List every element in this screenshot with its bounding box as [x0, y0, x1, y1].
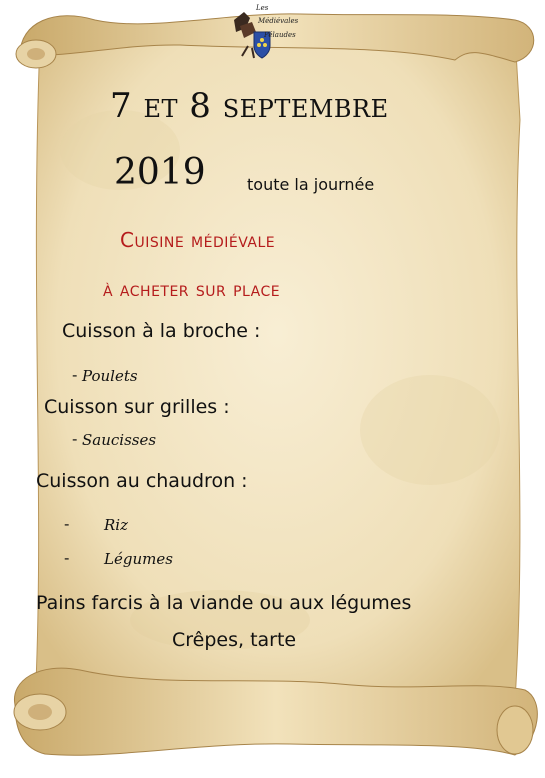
logo-line1: Les — [256, 4, 269, 12]
event-time: toute la journée — [247, 175, 375, 194]
item-saucisses: Saucisses — [82, 431, 157, 449]
item-riz: Riz — [104, 516, 128, 534]
bullet-dash: - — [72, 366, 78, 384]
item-poulets: Poulets — [82, 367, 138, 385]
footer-crepes: Crêpes, tarte — [172, 629, 297, 651]
bullet-dash: - — [64, 549, 70, 567]
bullet-dash: - — [64, 515, 70, 533]
title-buy-on-site: à acheter sur place — [103, 277, 281, 301]
event-year: 2019 — [114, 152, 206, 193]
item-legumes: Légumes — [104, 550, 173, 568]
bullet-dash: - — [72, 430, 78, 448]
logo-line2: Médiévales — [258, 17, 299, 25]
title-cuisine: Cuisine médiévale — [120, 228, 276, 252]
section-cauldron-heading: Cuisson au chaudron : — [36, 470, 248, 492]
section-grill-heading: Cuisson sur grilles : — [44, 396, 230, 418]
footer-stuffed-breads: Pains farcis à la viande ou aux légumes — [36, 592, 412, 614]
logo-line3: Pélaudes — [264, 31, 296, 39]
event-dates: 7 et 8 septembre — [110, 86, 389, 126]
section-spit-heading: Cuisson à la broche : — [62, 320, 261, 342]
logo — [226, 2, 299, 72]
